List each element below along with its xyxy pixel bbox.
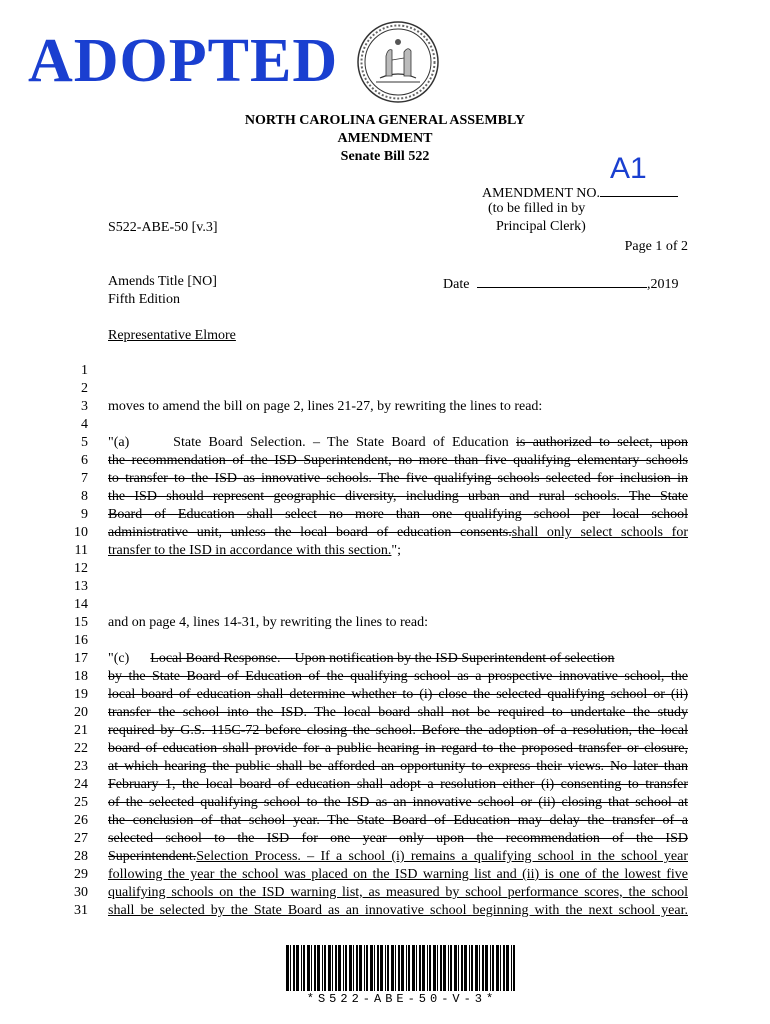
- line-number: 3: [81, 399, 88, 414]
- line-number: 23: [74, 759, 88, 774]
- deleted-text: is authorized to select, upon: [516, 435, 688, 450]
- body-line-26: the conclusion of that school year. The State Board of Education may delay the transfer of a: [108, 813, 688, 828]
- fill-note-1: (to be filled in by: [488, 201, 586, 216]
- amendment-number-label: AMENDMENT NO.: [482, 186, 600, 201]
- body-line-7: to transfer to the ISD as innovative schools. The five qualifying schools selected for inclusion in: [108, 471, 688, 486]
- date-year: ,2019: [646, 277, 679, 292]
- line-number: 12: [74, 561, 88, 576]
- body-line-18: by the State Board of Education of the qualifying school as a prospective innovative school, the: [108, 669, 688, 684]
- body-line-11: [108, 542, 688, 560]
- bill-number: Senate Bill 522: [340, 149, 430, 164]
- line-number: 28: [74, 849, 88, 864]
- state-seal-icon: [356, 20, 440, 104]
- inserted-text: shall only select schools for: [511, 525, 688, 540]
- body-line-24: February 1, the local board of education shall adopt a resolution either (i) consenting to transfer: [108, 777, 688, 792]
- line-number: 30: [74, 885, 88, 900]
- page-label: Page 1 of 2: [624, 239, 688, 254]
- line-number: 6: [81, 453, 88, 468]
- body-line-19: local board of education shall determine whether to (i) close the selected qualifying school or (ii): [108, 687, 688, 702]
- inserted-text: Selection Process. – If a school (i) remains a qualifying school in the school year: [196, 849, 688, 864]
- body-line-21: required by G.S. 115C-72 before closing the school. Before the adoption of a resolution, the local: [108, 723, 688, 738]
- amends-title: Amends Title [NO]: [108, 274, 217, 289]
- line-number: 16: [74, 633, 88, 648]
- body-line-8: the ISD should represent geographic diversity, including urban and rural schools. The State: [108, 489, 688, 504]
- deleted-text: Superintendent.: [108, 849, 197, 864]
- line-number: 15: [74, 615, 88, 630]
- line-number: 31: [74, 903, 88, 918]
- date-blank: [477, 273, 647, 288]
- section-c-heading: "(c): [108, 651, 151, 666]
- document-id: S522-ABE-50 [v.3]: [108, 220, 218, 235]
- body-line-3: moves to amend the bill on page 2, lines 21-27, by rewriting the lines to read:: [108, 399, 543, 414]
- line-number: 21: [74, 723, 88, 738]
- body-line-15: and on page 4, lines 14-31, by rewriting the lines to read:: [108, 615, 428, 630]
- line-number: 22: [74, 741, 88, 756]
- body-line-5: [108, 434, 688, 452]
- line-number: 4: [81, 417, 88, 432]
- assembly-title: NORTH CAROLINA GENERAL ASSEMBLY: [244, 113, 526, 128]
- line-number: 14: [74, 597, 88, 612]
- body-line-25: of the selected qualifying school to the ISD as an innovative school or (ii) closing that school at: [108, 795, 688, 810]
- body-line-22: board of education shall provide for a public hearing in regard to the proposed transfer or closure,: [108, 741, 688, 756]
- line-number: 11: [74, 543, 88, 558]
- line-number: 20: [74, 705, 88, 720]
- line-number: 1: [81, 363, 88, 378]
- line-number: 25: [74, 795, 88, 810]
- line-number: 19: [74, 687, 88, 702]
- fill-note-2: Principal Clerk): [496, 219, 586, 234]
- line-number: 9: [81, 507, 88, 522]
- line-number: 27: [74, 831, 88, 846]
- deleted-text: administrative unit, unless the local board of education consents.: [108, 525, 512, 540]
- inserted-text: transfer to the ISD in accordance with this section.: [108, 543, 392, 558]
- body-line-30: qualifying schools on the ISD warning list, as measured by school performance scores, the school: [108, 885, 688, 900]
- body-line-28: [108, 848, 688, 866]
- deleted-text: Local Board Response. Upon notification by the ISD Superintendent of selection: [150, 651, 615, 666]
- body-line-10: [108, 524, 688, 542]
- closing-quote: ";: [391, 543, 402, 558]
- sponsor: Representative Elmore: [108, 328, 236, 343]
- line-number: 2: [81, 381, 88, 396]
- line-number: 18: [74, 669, 88, 684]
- body-line-20: transfer the school into the ISD. The local board shall not be required to undertake the study: [108, 705, 688, 720]
- document-type: AMENDMENT: [337, 131, 433, 146]
- body-line-31: shall be selected by the State Board as an innovative school beginning with the next school year.: [108, 903, 688, 918]
- body-line-6: the recommendation of the ISD Superintendent, no more than five qualifying elementary schools: [108, 453, 688, 468]
- edition: Fifth Edition: [108, 292, 180, 307]
- line-number: 13: [74, 579, 88, 594]
- body-line-23: at which hearing the public shall be afforded an opportunity to express their views. No later than: [108, 759, 688, 774]
- line-number: 5: [81, 435, 88, 450]
- body-line-9: Board of Education shall select no more than one qualifying school per local school: [108, 507, 688, 522]
- body-line-29: following the year the school was placed on the ISD warning list and (ii) is one of the lowest five: [108, 867, 688, 882]
- body-line-17: [108, 650, 688, 668]
- line-number: 26: [74, 813, 88, 828]
- date-label: Date: [443, 277, 470, 292]
- amendment-number: A1: [609, 152, 647, 185]
- line-number: 29: [74, 867, 88, 882]
- adopted-stamp: ADOPTED: [28, 27, 339, 95]
- date-row: [443, 273, 688, 294]
- line-number: 10: [74, 525, 88, 540]
- section-a-heading: "(a) State Board Selection. – The State Board of Education: [108, 435, 517, 450]
- line-number: 24: [74, 777, 88, 792]
- line-number: 8: [81, 489, 88, 504]
- barcode-icon: [284, 945, 520, 991]
- line-number: 17: [74, 651, 88, 666]
- barcode-text: *S522-ABE-50-V-3*: [306, 992, 498, 1006]
- line-number: 7: [81, 471, 88, 486]
- body-line-27: selected school to the ISD for one year only upon the recommendation of the ISD: [108, 831, 688, 846]
